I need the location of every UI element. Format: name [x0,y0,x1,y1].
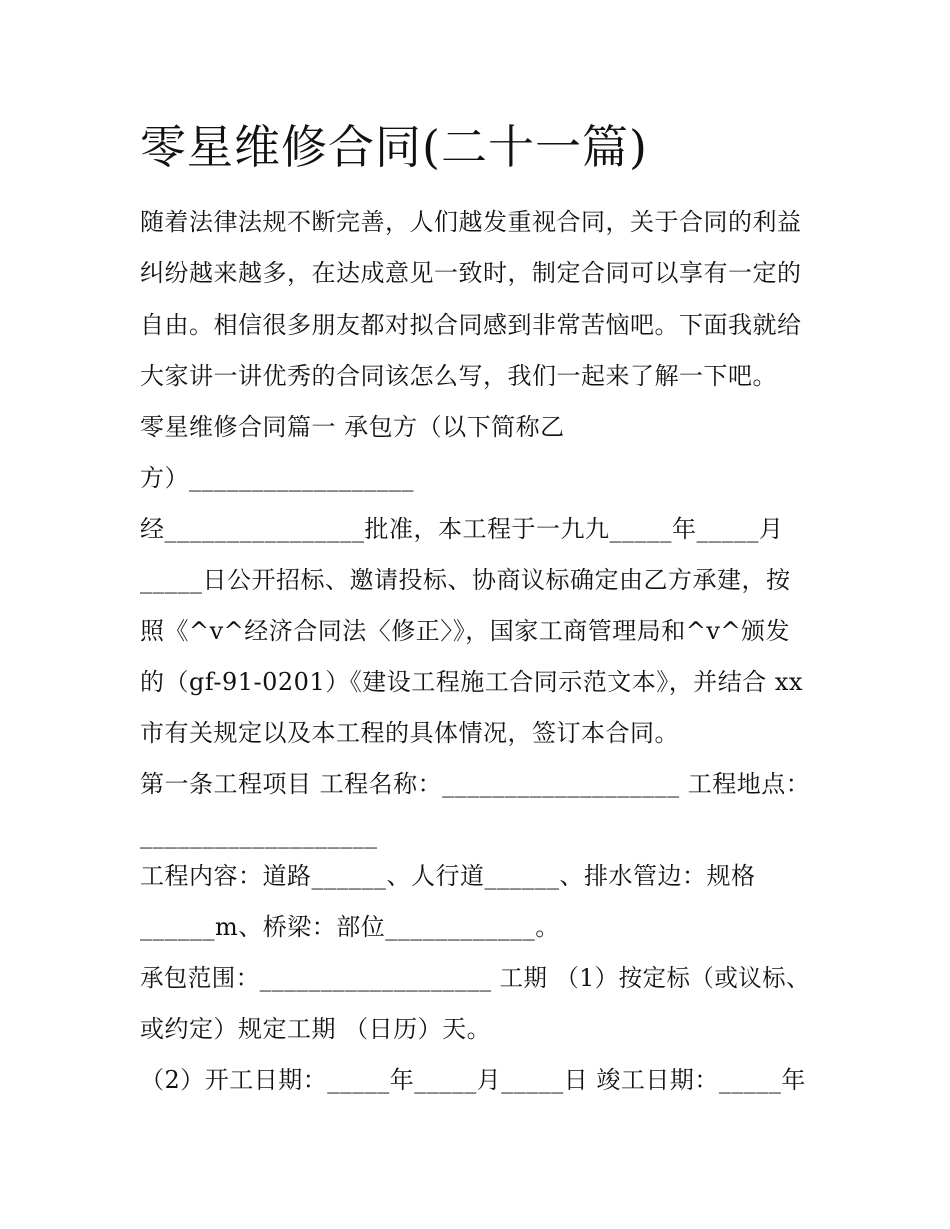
paragraph-line: 第一条工程项目 工程名称：___________________ 工程地点： [140,770,811,798]
document-title: 零星维修合同(二十一篇) [140,120,648,174]
paragraph-line: 随着法律法规不断完善，人们越发重视合同，关于合同的利益 [140,208,802,236]
paragraph-line: （2）开工日期：_____年_____月_____日 竣工日期：_____年 [140,1066,806,1094]
paragraph-line: 纠纷越来越多，在达成意见一致时，制定合同可以享有一定的 [140,259,802,287]
paragraph-line: 的（gf-91-0201）《建设工程施工合同示范文本》，并结合 xx [140,668,803,696]
paragraph-line: 或约定）规定工期 （日历）天。 [140,1015,492,1043]
paragraph-line: 照《^v^经济合同法〈修正〉》，国家工商管理局和^v^颁发 [140,617,791,645]
paragraph-line: _____日公开招标、邀请投标、协商议标确定由乙方承建，按 [140,566,791,594]
paragraph-line: 工程内容：道路______、人行道______、排水管边：规格 [140,862,756,890]
paragraph-line: ___________________ [140,821,378,849]
paragraph-line: 市有关规定以及本工程的具体情况，签订本合同。 [140,719,679,747]
paragraph-line: 承包范围：___________________ 工期 （1）按定标（或议标、 [140,964,811,992]
paragraph-line: 零星维修合同篇一 承包方（以下简称乙 [140,413,565,441]
paragraph-line: ______m、桥梁：部位____________。 [140,913,560,941]
paragraph-line: 方）__________________ [140,464,414,492]
paragraph-line: 大家讲一讲优秀的合同该怎么写，我们一起来了解一下吧。 [140,362,777,390]
paragraph-line: 经________________批准，本工程于一九九_____年_____月 [140,515,784,543]
paragraph-line: 自由。相信很多朋友都对拟合同感到非常苦恼吧。下面我就给 [140,311,802,339]
